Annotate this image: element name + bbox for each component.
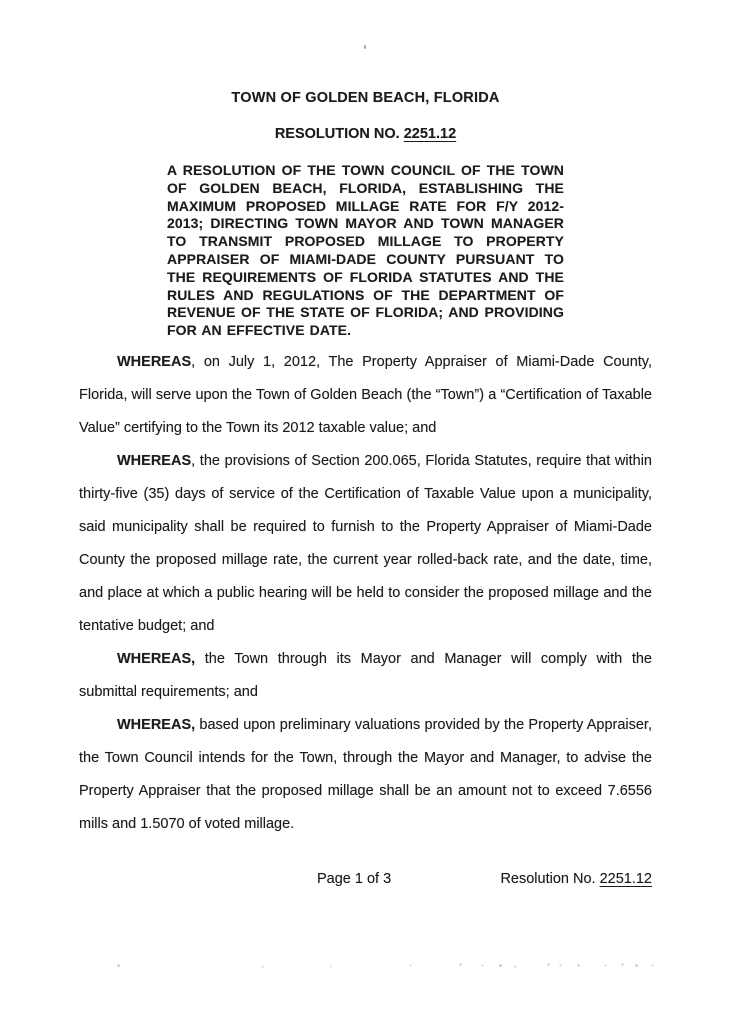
scan-noise-bottom (0, 963, 1, 964)
whereas-paragraph-2 (79, 445, 652, 643)
scan-artifact-top (364, 45, 366, 49)
footer-resolution-value: 2251.12 (599, 870, 652, 887)
whereas-lead: WHEREAS (117, 353, 192, 370)
whereas-paragraph-4 (79, 709, 652, 841)
document-org-title: TOWN OF GOLDEN BEACH, FLORIDA (231, 90, 500, 106)
resolution-heading-label: RESOLUTION NO. (274, 126, 404, 142)
page-footer (79, 871, 652, 888)
paragraph-text: the Town through its Mayor and Manager will comply with the submittal requirements; and (79, 650, 652, 700)
footer-resolution-label: Resolution No. (500, 870, 600, 887)
paragraph-text: based upon preliminary valuations provided by the Property Appraiser, the Town Council intends for the Town, through the Mayor and Manager, to advise the Property Appraiser that the proposed millage shall be an amount not to exceed 7.6556 mills and 1.5070 of voted millage. (79, 716, 652, 832)
document-body (79, 346, 652, 841)
whereas-lead: WHEREAS, (117, 650, 196, 667)
paragraph-text: , the provisions of Section 200.065, Florida Statutes, require that within thirty-five (35) days of service of the Certification of Taxable Value upon a municipality, said municipality shall be required to furnish to the Property Appraiser of Miami-Dade County the proposed millage rate, the current year rolled-back rate, and the date, time, and place at which a public hearing will be held to consider the proposed millage and the tentative budget; and (79, 452, 652, 634)
whereas-lead: WHEREAS (117, 452, 192, 469)
page-indicator: Page 1 of 3 (317, 870, 392, 887)
resolution-number-heading (79, 126, 652, 143)
resolution-title-block: A RESOLUTION OF THE TOWN COUNCIL OF THE TOWN OF GOLDEN BEACH, FLORIDA, ESTABLISHING THE MAXIMUM PROPOSED MILLAGE RATE FOR F/Y 2012-2013; DIRECTING TOWN MAYOR AND TOWN MANAGER TO TRANSMIT PROPOSED MILLAGE TO PROPERTY APPRAISER OF MIAMI-DADE COUNTY PURSUANT TO THE REQUIREMENTS OF FLORIDA STATUTES AND THE RULES AND REGULATIONS OF THE DEPARTMENT OF REVENUE OF THE STATE OF FLORIDA; AND PROVIDING FOR AN EFFECTIVE DATE. (167, 162, 564, 339)
footer-resolution-number (500, 871, 652, 888)
paragraph-text: , on July 1, 2012, The Property Appraiser of Miami-Dade County, Florida, will serve upon the Town of Golden Beach (the “Town”) a “Certification of Taxable Value” certifying to the Town its 2012 taxable value; and (79, 353, 652, 436)
whereas-paragraph-3 (79, 643, 652, 709)
whereas-paragraph-1 (79, 346, 652, 445)
resolution-heading-number: 2251.12 (403, 126, 457, 142)
whereas-lead: WHEREAS, (117, 716, 196, 733)
